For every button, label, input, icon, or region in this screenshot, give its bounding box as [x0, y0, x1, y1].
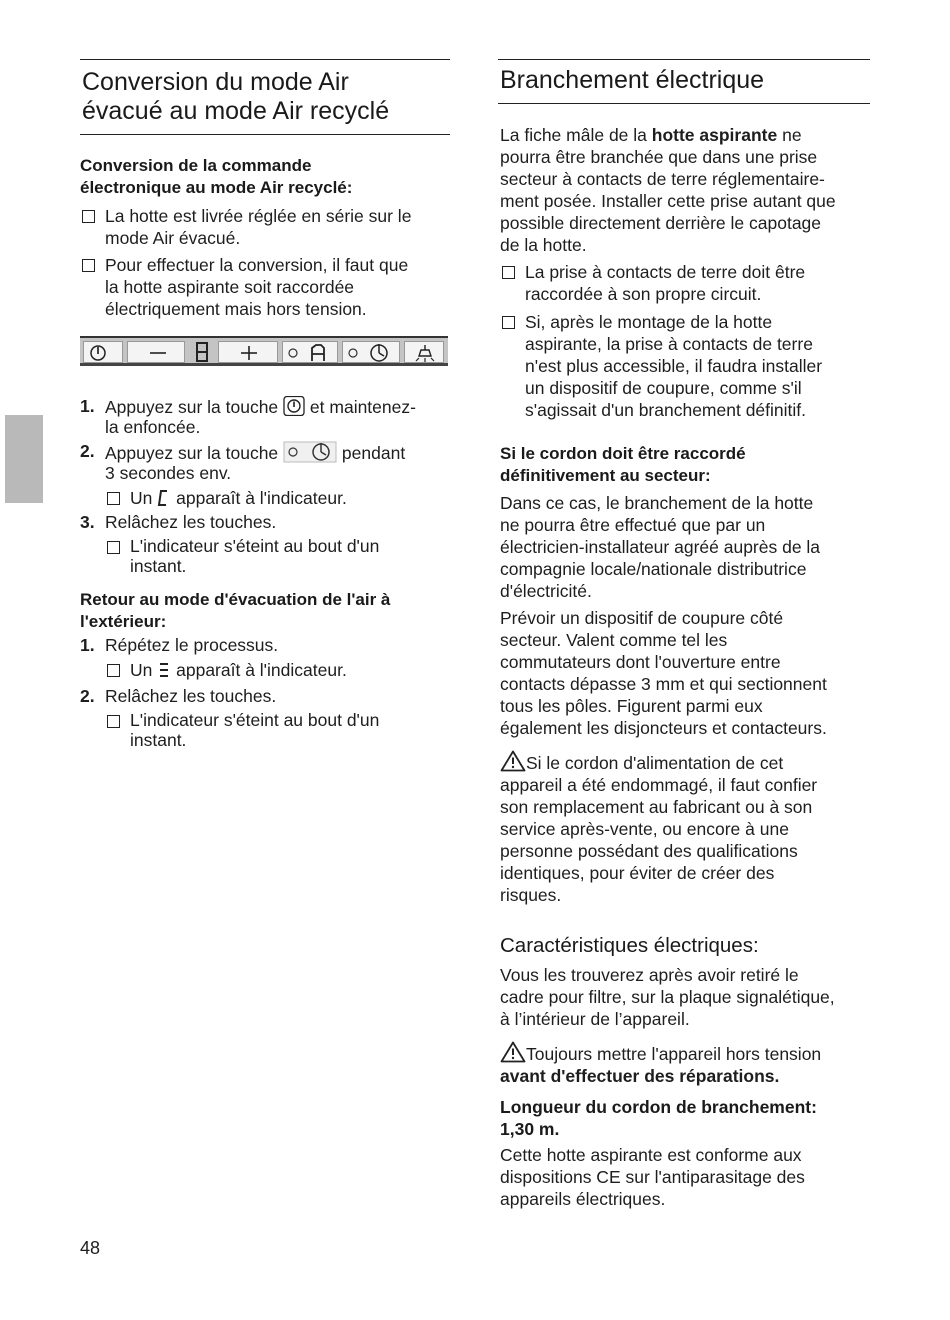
hood-control-panel	[80, 336, 448, 366]
bullet-text: Si, après le montage de la hotte	[525, 312, 773, 332]
para-text: appareils électriques.	[500, 1189, 666, 1209]
warning-text: risques.	[500, 885, 562, 905]
step-text: Un	[130, 660, 153, 680]
intro-bold: hotte aspirante	[651, 125, 778, 145]
step-text: apparaît à l'indicateur.	[176, 488, 347, 508]
warning-text: Toujours mettre l'appareil hors tension	[526, 1044, 822, 1064]
step-text: Relâchez les touches.	[105, 512, 277, 532]
power-button[interactable]	[83, 341, 123, 363]
left-title-line1: Conversion du mode Air	[82, 68, 349, 96]
para-text: dispositions CE sur l'antiparasitage des	[500, 1167, 805, 1187]
right-title-block	[498, 59, 870, 104]
cord-paragraph	[500, 492, 872, 602]
step-3	[80, 512, 450, 576]
plus-button[interactable]	[218, 341, 278, 363]
para-text: Prévoir un dispositif de coupure côté	[500, 608, 784, 628]
checkbox-icon	[500, 261, 525, 283]
display-three-bars-icon	[157, 661, 171, 679]
step-text: instant.	[130, 730, 187, 750]
left-title-line2: évacué au mode Air recyclé	[82, 97, 390, 125]
warning-text: Si le cordon d'alimentation de cet	[526, 753, 784, 773]
bullet-text: n'est plus accessible, il faudra installer	[525, 356, 823, 376]
digit-8-icon	[190, 340, 214, 364]
page-number: 48	[80, 1238, 101, 1258]
electrical-heading-text: Caractéristiques électriques:	[500, 934, 759, 957]
return-step-1	[80, 635, 450, 681]
step-number: 1.	[80, 396, 95, 416]
step-text: Un	[130, 488, 153, 508]
section1-heading-line1: Conversion de la commande	[80, 156, 312, 175]
para-text: Dans ce cas, le branchement de la hotte	[500, 493, 814, 513]
ce-paragraph	[500, 1144, 872, 1210]
step-number: 2.	[80, 686, 95, 706]
para-text: tous les pôles. Figurent parmi eux	[500, 696, 763, 716]
cord-length-line1: Longueur du cordon de branchement:	[500, 1097, 817, 1117]
checkbox-icon	[105, 536, 130, 556]
checkbox-icon	[500, 311, 525, 333]
para-text: secteur. Valent comme tel les	[500, 630, 728, 650]
warning-repairs	[500, 1041, 872, 1087]
bullet-text: électriquement mais hors tension.	[105, 299, 367, 319]
auto-button[interactable]	[282, 341, 338, 363]
step-text: Relâchez les touches.	[105, 686, 277, 706]
warning-text: appareil a été endommagé, il faut confier	[500, 775, 818, 795]
intro-text: ne	[777, 125, 802, 145]
level-display	[190, 340, 214, 364]
section2-heading-line1: Retour au mode d'évacuation de l'air à	[80, 590, 391, 609]
section2-heading-line2: l'extérieur:	[80, 612, 167, 631]
return-step-2	[80, 686, 450, 750]
section1-bullet-1	[80, 205, 450, 249]
timer-button[interactable]	[342, 341, 400, 363]
electrical-paragraph	[500, 964, 872, 1030]
bullet-text: un dispositif de coupure, comme s'il	[525, 378, 802, 398]
minus-icon	[128, 342, 186, 364]
timer-icon	[343, 342, 401, 364]
para-text: ne pourra être effectué que par un	[500, 515, 766, 535]
intro-text: pourra être branchée que dans une prise	[500, 147, 818, 167]
bullet-text: raccordée à son propre circuit.	[525, 284, 762, 304]
right-bullet-2	[500, 311, 872, 421]
step-1	[80, 396, 450, 437]
cord-heading-line2: définitivement au secteur:	[500, 466, 711, 485]
power-icon	[283, 396, 305, 416]
warning-text: identiques, pour éviter de créer des	[500, 863, 775, 883]
para-text: Vous les trouverez après avoir retiré le	[500, 965, 799, 985]
minus-button[interactable]	[127, 341, 185, 363]
timer-button-icon	[283, 441, 337, 463]
step-text: instant.	[130, 556, 187, 576]
checkbox-icon	[80, 205, 105, 227]
para-text: électricien-installateur agréé auprès de la	[500, 537, 821, 557]
step-text: la enfoncée.	[105, 417, 201, 437]
bullet-text: mode Air évacué.	[105, 228, 241, 248]
display-c-icon	[157, 489, 171, 507]
para-text: à l’intérieur de l’appareil.	[500, 1009, 690, 1029]
bullet-text: la hotte aspirante soit raccordée	[105, 277, 355, 297]
intro-text: possible directement derrière le capotage	[500, 213, 822, 233]
warning-bold-text: avant d'effectuer des réparations.	[500, 1066, 780, 1086]
para-text: contacts dépasse 3 mm et qui sectionnent	[500, 674, 827, 694]
checkbox-icon	[105, 659, 130, 681]
intro-text: ment posée. Installer cette prise autant que	[500, 191, 836, 211]
step-2	[80, 441, 450, 509]
intro-text: de la hotte.	[500, 235, 587, 255]
intro-paragraph	[500, 124, 872, 256]
warning-text: service après-vente, ou encore à une	[500, 819, 789, 839]
step-text: Appuyez sur la touche	[105, 397, 279, 417]
checkbox-icon	[105, 487, 130, 509]
para-text: Cette hotte aspirante est conforme aux	[500, 1145, 802, 1165]
bullet-text: La prise à contacts de terre doit être	[525, 262, 806, 282]
warning-cord-damage	[500, 750, 872, 906]
electrical-heading	[500, 933, 872, 959]
checkbox-icon	[105, 710, 130, 730]
chapter-tab	[5, 415, 43, 503]
step-number: 3.	[80, 512, 95, 532]
cord-length	[500, 1096, 872, 1140]
cutoff-paragraph	[500, 607, 872, 739]
para-text: d'électricité.	[500, 581, 592, 601]
right-bullet-1	[500, 261, 872, 305]
step-text: Répétez le processus.	[105, 635, 279, 655]
warning-triangle-icon	[500, 750, 526, 772]
warning-text: son remplacement au fabricant ou à son	[500, 797, 813, 817]
step-text: 3 secondes env.	[105, 463, 232, 483]
section1-bullet-2	[80, 254, 450, 320]
bullet-text: La hotte est livrée réglée en série sur le	[105, 206, 412, 226]
bullet-text: s'agissait d'un branchement définitif.	[525, 400, 807, 420]
left-title-block	[80, 59, 450, 135]
step-number: 1.	[80, 635, 95, 655]
para-text: également les disjoncteurs et contacteurs.	[500, 718, 827, 738]
cord-heading-line1: Si le cordon doit être raccordé	[500, 444, 746, 463]
light-button[interactable]	[404, 341, 444, 363]
bullet-text: Pour effectuer la conversion, il faut que	[105, 255, 409, 275]
para-text: compagnie locale/nationale distributrice	[500, 559, 807, 579]
right-title: Branchement électrique	[500, 66, 765, 94]
step-text: et maintenez-	[309, 397, 416, 417]
plus-icon	[219, 342, 279, 364]
section1-heading	[80, 155, 450, 199]
intro-text: La fiche mâle de la	[500, 125, 652, 145]
cord-heading	[500, 443, 872, 487]
section1-heading-line2: électronique au mode Air recyclé:	[80, 178, 353, 197]
step-number: 2.	[80, 441, 95, 461]
bullet-text: aspirante, la prise à contacts de terre	[525, 334, 813, 354]
warning-triangle-icon	[500, 1041, 526, 1063]
step-text: L'indicateur s'éteint au bout d'un	[130, 536, 380, 556]
checkbox-icon	[80, 254, 105, 276]
step-text: apparaît à l'indicateur.	[176, 660, 347, 680]
light-icon	[405, 342, 445, 364]
warning-text: personne possédant des qualifications	[500, 841, 798, 861]
intro-text: secteur à contacts de terre réglementaire-	[500, 169, 825, 189]
section2-heading	[80, 589, 450, 633]
para-text: cadre pour filtre, sur la plaque signalétique,	[500, 987, 835, 1007]
power-icon	[84, 342, 124, 364]
step-text: L'indicateur s'éteint au bout d'un	[130, 710, 380, 730]
step-text: pendant	[341, 443, 406, 463]
auto-icon	[283, 342, 339, 364]
para-text: commutateurs dont l'ouverture entre	[500, 652, 781, 672]
cord-length-line2: 1,30 m.	[500, 1119, 560, 1139]
step-text: Appuyez sur la touche	[105, 443, 279, 463]
